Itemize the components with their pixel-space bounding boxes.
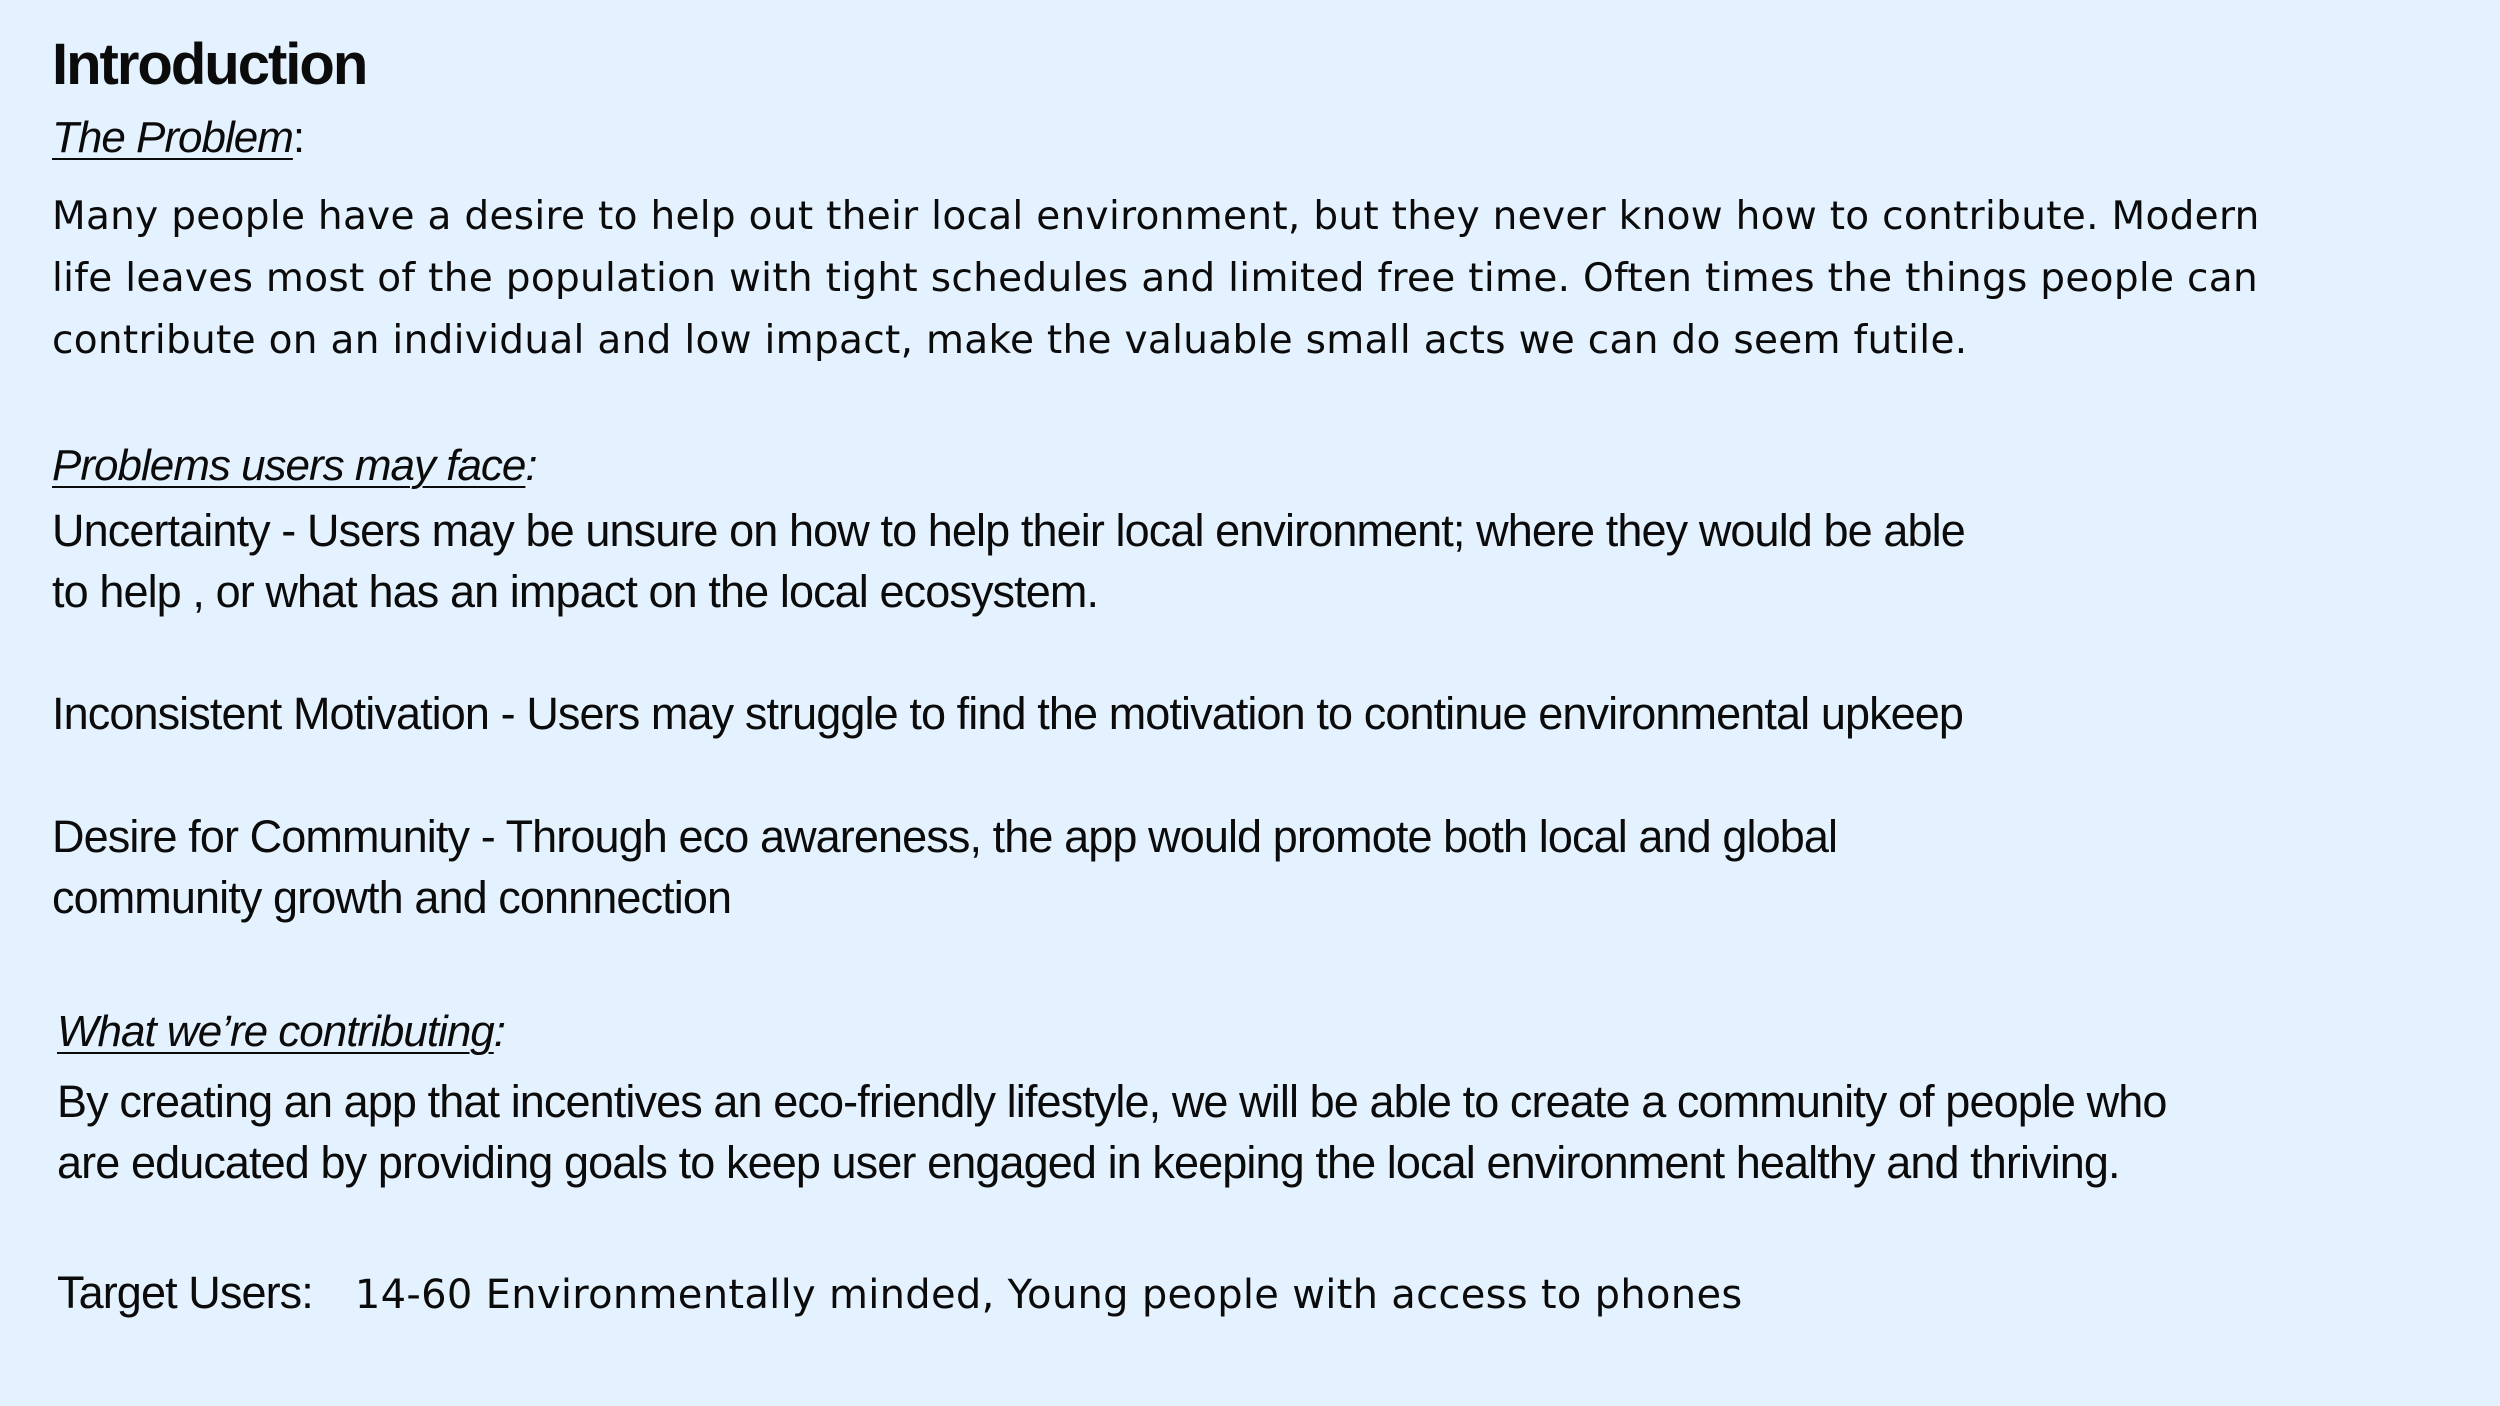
uncertainty-line: to help , or what has an impact on the local ecosystem. bbox=[52, 566, 1099, 617]
contributing-heading-colon: : bbox=[493, 1007, 505, 1056]
slide-title: Introduction bbox=[52, 32, 367, 97]
motivation-paragraph bbox=[52, 683, 1963, 744]
contributing-line: By creating an app that incentives an eco-friendly lifestyle, we will be able to create a community of people who bbox=[57, 1076, 2167, 1127]
problem-heading-colon: : bbox=[292, 113, 305, 162]
contributing-heading-text: What we’re contributing bbox=[57, 1007, 494, 1056]
problem-line: Many people have a desire to help out their local environment, but they never know how to contribute. Modern bbox=[52, 194, 2260, 239]
contributing-heading bbox=[57, 1004, 505, 1060]
target-users-value: 14-60 Environmentally minded, Young people with access to phones bbox=[354, 1272, 1743, 1318]
target-users bbox=[57, 1262, 1743, 1326]
uncertainty-paragraph bbox=[52, 500, 1965, 622]
motivation-line: Inconsistent Motivation - Users may struggle to find the motivation to continue environmental upkeep bbox=[52, 688, 1964, 739]
problem-heading-text: The Problem bbox=[52, 113, 293, 162]
uncertainty-line: Uncertainty - Users may be unsure on how to help their local environment; where they would be able bbox=[52, 505, 1965, 556]
contributing-line: are educated by providing goals to keep user engaged in keeping the local environment healthy and thriving. bbox=[57, 1137, 2120, 1188]
community-line: Desire for Community - Through eco awareness, the app would promote both local and global bbox=[52, 811, 1838, 862]
problem-heading bbox=[52, 110, 304, 166]
community-line: community growth and connnection bbox=[52, 872, 732, 923]
target-users-label: Target Users: bbox=[57, 1267, 313, 1318]
user-problems-heading-text: Problems users may face bbox=[52, 441, 526, 490]
problem-line: life leaves most of the population with tight schedules and limited free time. Often times the things people can bbox=[52, 256, 2258, 301]
problem-line: contribute on an individual and low impact, make the valuable small acts we can do seem futile. bbox=[52, 318, 1968, 363]
community-paragraph bbox=[52, 806, 1837, 928]
contributing-paragraph bbox=[57, 1071, 2167, 1193]
user-problems-heading bbox=[52, 438, 537, 494]
problem-paragraph bbox=[52, 186, 2260, 372]
user-problems-heading-colon: : bbox=[525, 441, 537, 490]
